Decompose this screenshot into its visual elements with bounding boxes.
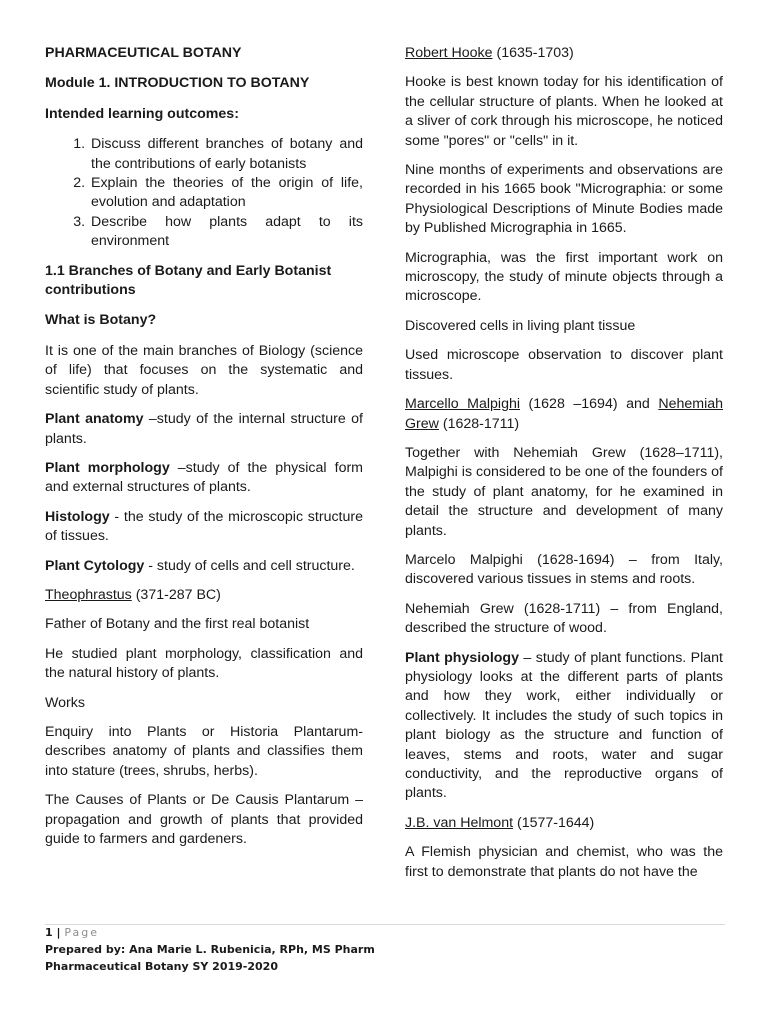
- hooke-p3: Micrographia, was the first important work on microscopy, the study of minute objects through a microscope.: [405, 249, 723, 305]
- left-column: [45, 44, 363, 859]
- anatomy-term: Plant anatomy: [45, 411, 144, 428]
- theophrastus-heading: [45, 586, 363, 605]
- cytology-paragraph: [45, 557, 363, 576]
- theophrastus-name: Theophrastus: [45, 586, 132, 603]
- malpighi-grew-heading: [405, 395, 723, 434]
- morphology-term: Plant morphology: [45, 459, 170, 476]
- hooke-p4: Discovered cells in living plant tissue: [405, 317, 636, 334]
- anatomy-def: –study of the internal structure of plants.: [45, 411, 363, 447]
- helmont-name: J.B. van Helmont: [405, 814, 514, 831]
- helmont-years: (1577-1644): [513, 814, 595, 831]
- list-item: 1. Discuss different branches of botany and the contributions of early botanists: [89, 135, 363, 174]
- grew-years: (1628-1711): [438, 415, 520, 432]
- outcomes-list: [45, 135, 363, 251]
- physiology-term: Plant physiology: [405, 649, 519, 666]
- histology-term: Histology: [45, 508, 110, 525]
- document-title: PHARMACEUTICAL BOTANY: [45, 45, 242, 61]
- right-column: [405, 44, 723, 892]
- hooke-p1: Hooke is best known today for his identification of the cellular structure of plants. When he looked at a sliver of cork through his microscope, he noticed some "pores" or "cells" in it.: [405, 74, 723, 149]
- module-title: Module 1. INTRODUCTION TO BOTANY: [45, 75, 310, 92]
- page-separator: |: [52, 926, 65, 939]
- morphology-paragraph: [45, 459, 363, 498]
- list-item: 2. Explain the theories of the origin of life, evolution and adaptation: [89, 174, 363, 213]
- what-text: It is one of the main branches of Biology (science of life) that focuses on the systematic and scientific study of plants.: [45, 342, 363, 398]
- hooke-heading: [405, 44, 723, 63]
- hooke-p5: Used microscope observation to discover plant tissues.: [405, 347, 723, 383]
- cytology-term: Plant Cytology: [45, 557, 145, 574]
- theophrastus-p1: Father of Botany and the first real botanist: [45, 616, 310, 633]
- prepared-by: Prepared by: Ana Marie L. Rubenicia, RPh, MS Pharm: [45, 943, 375, 956]
- works-p1: Enquiry into Plants or Historia Plantarum- describes anatomy of plants and classifies them into stature (trees, shrubs, herbs).: [45, 723, 363, 779]
- helmont-p1: A Flemish physician and chemist, who was the first to demonstrate that plants do not have the: [405, 844, 723, 880]
- page-indicator: [45, 924, 725, 941]
- mg-p2: Marcelo Malpighi (1628-1694) – from Italy, discovered various tissues in stems and roots.: [405, 551, 723, 588]
- hooke-name: Robert Hooke: [405, 45, 493, 61]
- hooke-p2: Nine months of experiments and observations are recorded in his 1665 book "Micrographia: or some Physiological Descriptions of Minute Bodies made by Published Micrographia in 1665.: [405, 162, 723, 237]
- physiology-def: – study of plant functions. Plant physiology looks at the different parts of plants and how they work, either individually or collectively. It includes the study of such topics in plant biology as the structure and function of leaves, stems and roots, water and sugar conductivity, and the reproductive organs of plants.: [405, 649, 723, 802]
- cytology-def: - study of cells and cell structure.: [144, 557, 355, 574]
- page-footer: [45, 924, 725, 975]
- malpighi-years: (1628 –1694) and: [520, 396, 659, 413]
- morphology-def: –study of the physical form and external structures of plants.: [45, 459, 364, 496]
- histology-paragraph: [45, 508, 363, 547]
- grew-name: Nehemiah Grew: [405, 396, 723, 432]
- anatomy-paragraph: [45, 410, 363, 449]
- ilo-heading: Intended learning outcomes:: [45, 105, 239, 122]
- helmont-heading: [405, 814, 723, 833]
- works-label: Works: [45, 694, 85, 711]
- mg-p1: Together with Nehemiah Grew (1628–1711), Malpighi is considered to be one of the founders of the study of plant anatomy, for he examined in detail the structure and development of many plants.: [405, 444, 723, 539]
- page-number: 1: [45, 926, 53, 939]
- mg-p3: Nehemiah Grew (1628-1711) – from England, described the structure of wood.: [405, 600, 723, 637]
- list-item: 3. Describe how plants adapt to its environment: [89, 213, 363, 252]
- page-word: Page: [64, 926, 99, 939]
- works-p2: The Causes of Plants or De Causis Plantarum – propagation and growth of plants that provided guide to farmers and gardeners.: [45, 792, 363, 847]
- section-heading: 1.1 Branches of Botany and Early Botanist contributions: [45, 262, 332, 299]
- malpighi-name: Marcello Malpighi: [405, 396, 520, 413]
- theophrastus-years: (371-287 BC): [131, 586, 221, 603]
- hooke-years: (1635-1703): [492, 45, 574, 61]
- theophrastus-p2: He studied plant morphology, classification and the natural history of plants.: [45, 645, 363, 682]
- what-heading: What is Botany?: [45, 312, 157, 329]
- histology-def: - the study of the microscopic structure of tissues.: [45, 508, 363, 545]
- course-info: Pharmaceutical Botany SY 2019-2020: [45, 960, 278, 973]
- physiology-paragraph: [405, 649, 723, 804]
